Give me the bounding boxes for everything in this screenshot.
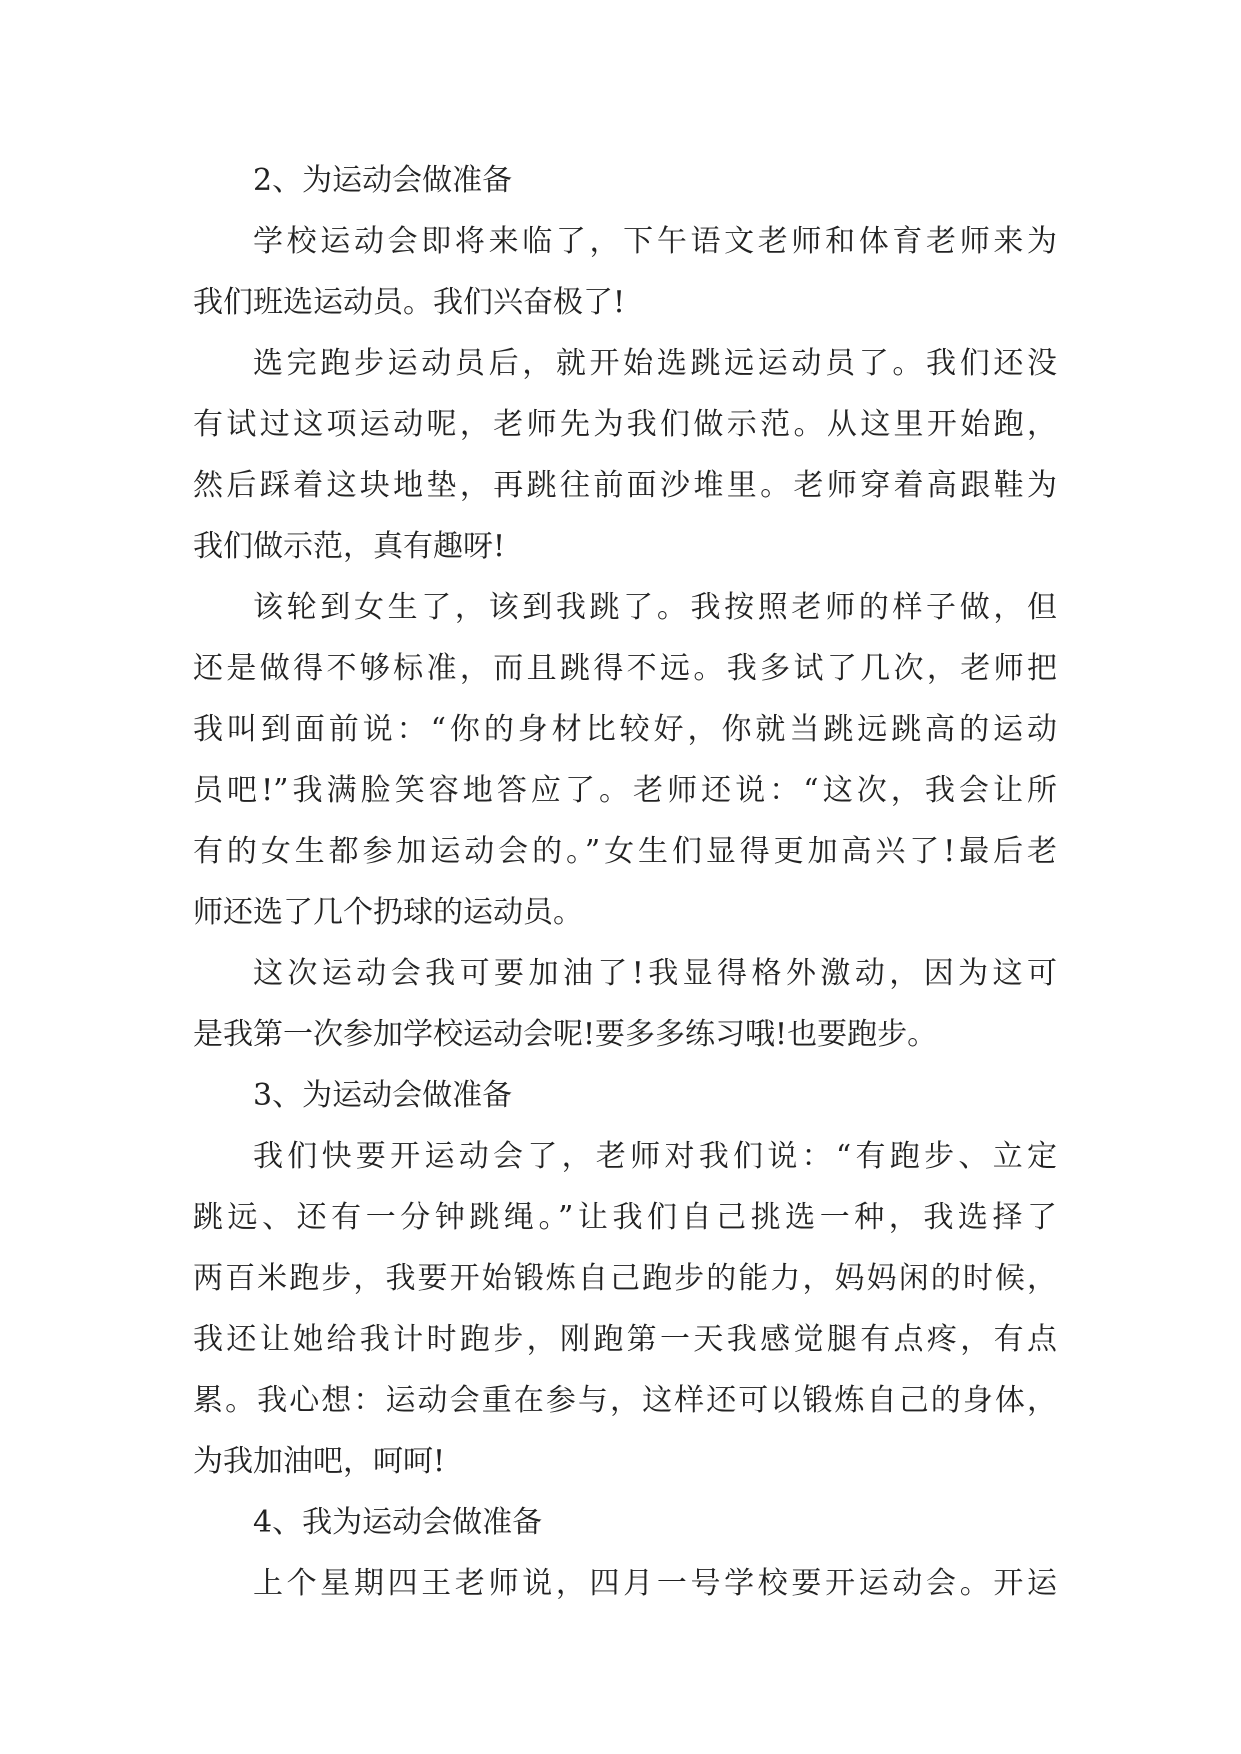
paragraph-line: 这次运动会我可要加油了!我显得格外激动，因为这可	[253, 956, 1057, 991]
paragraph-line: 还是做得不够标准，而且跳得不远。我多试了几次，老师把	[193, 651, 1057, 686]
paragraph-line: 上个星期四王老师说，四月一号学校要开运动会。开运	[253, 1566, 1057, 1601]
paragraph-line: 我叫到面前说：“你的身材比较好，你就当跳远跳高的运动	[193, 712, 1057, 747]
paragraph-line: 选完跑步运动员后，就开始选跳远运动员了。我们还没	[253, 346, 1057, 381]
paragraph-line: 为我加油吧，呵呵!	[193, 1444, 446, 1479]
paragraph-line: 有的女生都参加运动会的。”女生们显得更加高兴了!最后老	[193, 834, 1057, 869]
paragraph-line: 我们快要开运动会了，老师对我们说：“有跑步、立定	[253, 1139, 1057, 1174]
paragraph-line: 该轮到女生了，该到我跳了。我按照老师的样子做，但	[253, 590, 1057, 625]
section-heading: 2、为运动会做准备	[253, 163, 513, 198]
paragraph-line: 跳远、还有一分钟跳绳。”让我们自己挑选一种，我选择了	[193, 1200, 1057, 1235]
section-heading: 4、我为运动会做准备	[253, 1505, 543, 1540]
document-body	[193, 150, 1057, 1614]
paragraph-line: 员吧!”我满脸笑容地答应了。老师还说：“这次，我会让所	[193, 773, 1057, 808]
paragraph-line: 两百米跑步，我要开始锻炼自己跑步的能力，妈妈闲的时候，	[193, 1261, 1057, 1296]
paragraph-line: 然后踩着这块地垫，再跳往前面沙堆里。老师穿着高跟鞋为	[193, 468, 1057, 503]
paragraph-line: 师还选了几个扔球的运动员。	[193, 895, 583, 930]
paragraph-line: 学校运动会即将来临了，下午语文老师和体育老师来为	[253, 224, 1057, 259]
paragraph-line: 累。我心想：运动会重在参与，这样还可以锻炼自己的身体，	[193, 1383, 1057, 1418]
paragraph-line: 有试过这项运动呢，老师先为我们做示范。从这里开始跑，	[193, 407, 1057, 442]
section-heading: 3、为运动会做准备	[253, 1078, 513, 1113]
paragraph-line: 是我第一次参加学校运动会呢!要多多练习哦!也要跑步。	[193, 1017, 938, 1052]
paragraph-line: 我们做示范，真有趣呀!	[193, 529, 506, 564]
paragraph-line: 我还让她给我计时跑步，刚跑第一天我感觉腿有点疼，有点	[193, 1322, 1057, 1357]
paragraph-line: 我们班选运动员。我们兴奋极了!	[193, 285, 626, 320]
